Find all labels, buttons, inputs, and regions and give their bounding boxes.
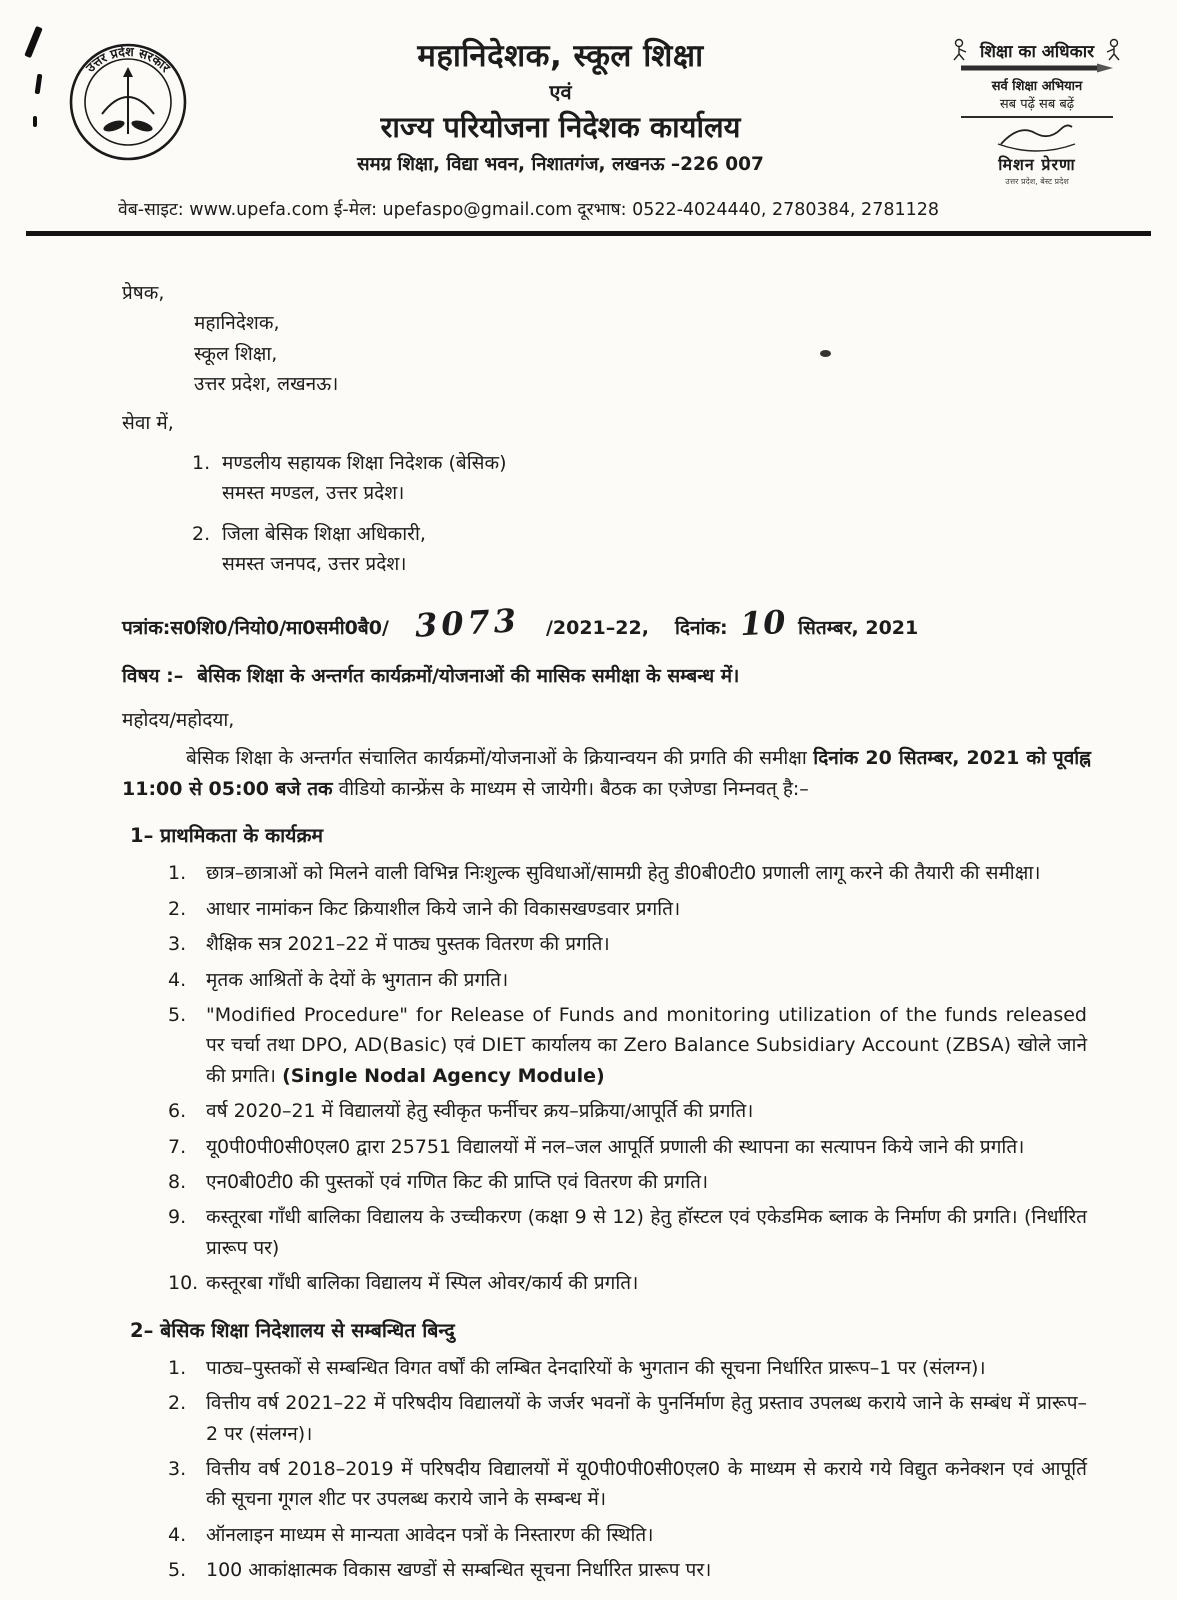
- agenda-item: [168, 929, 1091, 959]
- agenda-item: [168, 1268, 1091, 1298]
- item-number: 3.: [168, 933, 187, 956]
- up-seal-icon: [68, 42, 188, 162]
- recipient-line: मण्डलीय सहायक शिक्षा निदेशक (बेसिक): [222, 451, 507, 474]
- section-items: [168, 1353, 1091, 1586]
- rte-campaign-line: सर्व शिक्षा अभियान: [991, 79, 1083, 94]
- item-text: मृतक आश्रितों के देयों के भुगतान की प्रगति।: [206, 968, 509, 991]
- recipient-number: 2.: [192, 522, 211, 545]
- svg-text:उत्तर प्रदेश सरकार: उत्तर प्रदेश सरकार: [82, 43, 174, 75]
- website-text: वेब-साइट: www.upefa.com: [118, 200, 329, 220]
- agenda-item: [168, 1353, 1091, 1383]
- intro-bold-datetime: दिनांक 20 सितम्बर, 2021 को पूर्वाह्न 11:00 से 05:00 बजे तक: [122, 747, 1091, 800]
- item-number: 4.: [168, 1523, 187, 1546]
- agenda-item: [168, 1520, 1091, 1550]
- intro-part2: वीडियो कान्फ्रेंस के माध्यम से जायेगी। बैठक का एजेण्डा निम्नवत् है:–: [332, 777, 809, 800]
- agenda-item: [168, 1167, 1091, 1197]
- recipient: [192, 519, 1091, 580]
- item-text: आधार नामांकन किट क्रियाशील किये जाने की विकासखण्डवार प्रगति।: [206, 897, 681, 920]
- item-number: 5.: [168, 1004, 187, 1027]
- up-government-seal: [68, 42, 188, 162]
- contact-row: [0, 187, 1177, 229]
- agenda-item: [168, 1388, 1091, 1449]
- letterhead: [0, 0, 1177, 187]
- item-text: शैक्षिक सत्र 2021–22 में पाठ्य पुस्तक वितरण की प्रगति।: [206, 933, 610, 956]
- to-label: सेवा में,: [122, 411, 174, 434]
- handwritten-date-day: 10: [738, 602, 788, 643]
- subject-label: विषय :–: [122, 664, 184, 687]
- email-text: ई-मेल: upefaspo@gmail.com: [333, 200, 573, 220]
- item-text: कस्तूरबा गाँधी बालिका विद्यालय में स्पिल ओवर/कार्य की प्रगति।: [206, 1272, 639, 1295]
- item-number: 4.: [168, 968, 187, 991]
- item-number: 2.: [168, 897, 187, 920]
- letterhead-center: [188, 34, 933, 176]
- agenda-item: [168, 1202, 1091, 1263]
- section-directorate-points: [122, 1315, 1091, 1586]
- intro-paragraph: [122, 743, 1091, 804]
- recipient-line: समस्त मण्डल, उत्तर प्रदेश।: [222, 482, 405, 505]
- item-number: 8.: [168, 1170, 187, 1193]
- recipient-number: 1.: [192, 451, 211, 474]
- recipient-line: समस्त जनपद, उत्तर प्रदेश।: [222, 553, 407, 576]
- section-priority-programs: [122, 820, 1091, 1298]
- item-text: 100 आकांक्षात्मक विकास खण्डों से सम्बन्धित सूचना निर्धारित प्रारूप पर।: [206, 1559, 712, 1582]
- section-heading: 2– बेसिक शिक्षा निदेशालय से सम्बन्धित बिन्दु: [130, 1318, 455, 1342]
- ref-prefix: पत्रांक:स0शि0/नियो0/मा0समी0बै0/: [122, 616, 389, 639]
- item-text: एन0बी0टी0 की पुस्तकों एवं गणित किट की प्राप्ति एवं वितरण की प्रगति।: [206, 1170, 709, 1193]
- salutation: महोदय/महोदया,: [122, 709, 235, 732]
- pencil-icon: [959, 63, 1115, 73]
- org-subtitle: राज्य परियोजना निदेशक कार्यालय: [380, 110, 741, 144]
- item-text: वित्तीय वर्ष 2018–2019 में परिषदीय विद्यालयों में यू0पी0पी0सी0एल0 के माध्यम से कराये गये विद्युत कनेक्शन एवं आपूर्ति की सूचना गूगल शीट पर उपलब्ध कराये जाने के सम्बन्ध में।: [206, 1457, 1087, 1511]
- section-items: [168, 858, 1091, 1298]
- item-number: 6.: [168, 1100, 187, 1123]
- from-label: प्रेषक,: [122, 282, 165, 304]
- subject-text: बेसिक शिक्षा के अन्तर्गत कार्यक्रमों/योजनाओं की मासिक समीक्षा के सम्बन्ध में।: [197, 664, 740, 687]
- org-conjunction: एवं: [549, 80, 572, 104]
- intro-part1: बेसिक शिक्षा के अन्तर्गत संचालित कार्यक्रमों/योजनाओं के क्रियान्वयन की प्रगति की समीक्षा: [186, 747, 814, 770]
- ref-year: /2021–22,: [545, 616, 649, 639]
- sender-line: स्कूल शिक्षा,: [194, 342, 278, 365]
- item-text: कस्तूरबा गाँधी बालिका विद्यालय के उच्चीकरण (कक्षा 9 से 12) हेतु हॉस्टल एवं एकेडमिक ब्लाक के निर्माण की प्रगति। (निर्धारित प्रारूप पर): [206, 1206, 1087, 1259]
- agenda-item: [168, 1454, 1091, 1515]
- writing-child-icon: [951, 38, 977, 62]
- agenda-item: [168, 894, 1091, 924]
- agenda-item: [168, 965, 1091, 995]
- item-number: 3.: [168, 1457, 187, 1480]
- rte-slogan-line: सब पढ़ें सब बढ़ें: [999, 97, 1075, 112]
- item-text: वित्तीय वर्ष 2021–22 में परिषदीय विद्यालयों के जर्जर भवनों के पुनर्निर्माण हेतु प्रस्ताव उपलब्ध कराये जाने के सम्बंध में प्रारूप–2 पर (संलग्न)।: [206, 1392, 1087, 1445]
- agenda-item: [168, 1096, 1091, 1126]
- date-label: दिनांक:: [674, 616, 728, 639]
- sender-line: उत्तर प्रदेश, लखनऊ।: [194, 373, 339, 396]
- org-title: महानिदेशक, स्कूल शिक्षा: [417, 38, 704, 74]
- item-number: 9.: [168, 1206, 187, 1229]
- mission-prerna-tagline: उत्तर प्रदेश, बेस्ट प्रदेश: [1005, 177, 1069, 186]
- item-text-bold: (Single Nodal Agency Module): [282, 1064, 605, 1087]
- reference-line: [122, 598, 1091, 649]
- rte-divider: [961, 116, 1113, 118]
- letter-body: [0, 236, 1177, 1585]
- swan-icon: [989, 120, 1085, 152]
- rte-logo: [933, 38, 1141, 187]
- phone-text: दूरभाष: 0522-4024440, 2780384, 2781128: [577, 200, 939, 220]
- mission-prerna-label: मिशन प्रेरणा: [998, 155, 1076, 174]
- item-text: पाठ्य–पुस्तकों से सम्बन्धित विगत वर्षों की लम्बित देनदारियों के भुगतान की सूचना निर्धारित प्रारूप–1 पर (संलग्न)।: [206, 1356, 986, 1379]
- sender-line: महानिदेशक,: [194, 312, 280, 335]
- item-text: ऑनलाइन माध्यम से मान्यता आवेदन पत्रों के निस्तारण की स्थिति।: [206, 1523, 654, 1546]
- agenda-item: [168, 1555, 1091, 1585]
- recipients-block: [122, 408, 1091, 580]
- item-number: 5.: [168, 1559, 187, 1582]
- handwritten-letter-number: 3073: [413, 600, 521, 645]
- item-number: 10.: [168, 1272, 199, 1295]
- recipient: [192, 448, 1091, 509]
- item-number: 2.: [168, 1392, 187, 1415]
- item-text: यू0पी0पी0सी0एल0 द्वारा 25751 विद्यालयों में नल–जल आपूर्ति प्रणाली की स्थापना का सत्यापन किये जाने की प्रगति।: [206, 1135, 1025, 1158]
- org-address: समग्र शिक्षा, विद्या भवन, निशातगंज, लखनऊ –226 007: [357, 154, 764, 175]
- scan-mark: [33, 116, 37, 127]
- item-text-main: "Modified Procedure" for Release of Funds and monitoring utilization of the funds released पर चर्चा तथा DPO, AD(Basic) एवं DIET कार्यालय का Zero Balance Subsidiary Account (ZBSA) खोले जाने की प्रगति।: [206, 1004, 1087, 1087]
- item-text: [206, 1000, 1091, 1091]
- scan-mark: [820, 350, 831, 357]
- item-number: 1.: [168, 862, 187, 885]
- rte-title: शिक्षा का अधिकार: [979, 41, 1095, 62]
- section-heading: 1– प्राथमिकता के कार्यक्रम: [130, 824, 324, 848]
- date-rest: सितम्बर, 2021: [798, 616, 919, 639]
- recipient-line: जिला बेसिक शिक्षा अधिकारी,: [222, 522, 426, 545]
- subject-line: [122, 661, 1091, 691]
- agenda-item: [168, 1132, 1091, 1162]
- agenda-item: [168, 1000, 1091, 1091]
- agenda-item: [168, 858, 1091, 888]
- item-text: वर्ष 2020–21 में विद्यालयों हेतु स्वीकृत फर्नीचर क्रय–प्रक्रिया/आपूर्ति की प्रगति।: [206, 1100, 754, 1123]
- sender-block: [194, 308, 1091, 399]
- item-number: 1.: [168, 1356, 187, 1379]
- child-icon: [1097, 38, 1123, 62]
- item-number: 7.: [168, 1135, 187, 1158]
- item-text: छात्र–छात्राओं को मिलने वाली विभिन्न निःशुल्क सुविधाओं/सामग्री हेतु डी0बी0टी0 प्रणाली लागू करने की तैयारी की समीक्षा।: [206, 862, 1041, 885]
